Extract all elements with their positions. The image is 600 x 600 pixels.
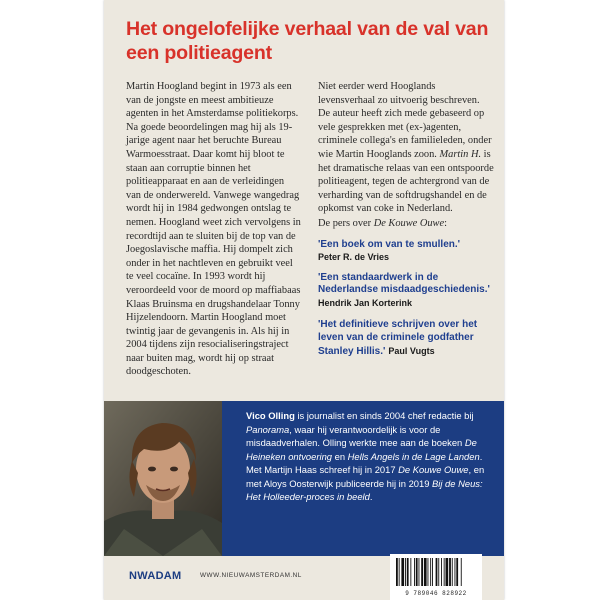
author-bio-text: is journalist en sinds 2004 chef redactie bij [294,410,474,421]
author-bio-text: , en met Aloys Oosterwijk publiceerde hij in 2019 [246,464,485,489]
synopsis-continued [318,80,494,216]
synopsis-column-right [318,80,494,358]
quote-text: 'Een standaardwerk in de Nederlandse misdaadgeschiedenis.' [318,271,490,296]
author-portrait-illustration [104,401,222,556]
author-section [104,401,504,556]
publisher-website: WWW.NIEUWAMSTERDAM.NL [200,572,302,579]
press-colon: : [444,217,447,229]
book-title: Bij de Neus: Het Holleeder-proces in beeld [246,477,483,502]
press-quote [318,272,494,310]
press-quote [318,239,494,264]
synopsis-column-left [126,80,301,379]
publisher-logo: NWADAM [129,570,182,582]
synopsis-text-b: is het dramatische relaas van een ontspoorde politieagent, tegen de achtergrond van de verharding van de softdrugshandel en de opkomst van coke in Nederland. [318,148,494,215]
press-heading [318,217,494,231]
barcode-icon [390,554,482,588]
isbn-number: 9 789046 828922 [405,590,467,597]
author-bio [246,409,498,504]
cover-footer [104,556,504,600]
synopsis-text-a: Niet eerder werd Hooglands levensverhaal zo uitvoerig beschreven. De auteur heeft zich mede gebaseerd op vele gesprekken met (ex-)agenten, criminele collega's en familieleden, onder wie Martin Hooglands zoon. [318,81,492,160]
quote-author: Paul Vugts [388,345,435,356]
cover-title: Het ongelofelijke verhaal van de val van een politieagent [126,18,489,64]
book-back-cover [104,0,504,600]
quote-text: 'Het definitieve schrijven over het leven van de criminele godfather Stanley Hillis.' [318,318,478,357]
quote-text: 'Een boek om van te smullen.' [318,238,461,250]
book-title-martin-h: Martin H. [439,148,482,160]
isbn-barcode [390,554,482,600]
author-bio-text: . Met Martijn Haas schreef hij in 2017 [246,450,483,475]
author-photo [104,401,222,556]
author-name: Vico Olling [246,410,295,421]
book-title: De Heineken ontvoering [246,437,477,462]
author-bio-text: en [332,450,348,462]
magazine-title: Panorama [246,423,290,435]
book-title: Hells Angels in de Lage Landen [347,450,480,462]
press-book-title: De Kouwe Ouwe [373,217,445,229]
quote-author: Peter R. de Vries [318,252,390,263]
author-bio-text: , waar hij verantwoordelijk is voor de misdaadverhalen. Olling werkte mee aan de boeken [246,423,465,448]
author-bio-text: . [369,491,373,502]
press-intro: De pers over [318,217,374,229]
book-title: De Kouwe Ouwe [398,464,469,475]
synopsis-text: Martin Hoogland begint in 1973 als een van de jongste en meest ambitieuze agenten in het Amsterdamse politiekorps. Na goede beoordelingen mag hij als 19-jarige agent naar het beruchte Bureau Warmoesstraat. Daar komt hij bloot te staan aan corruptie binnen het politieapparaat en aan de verleidingen van de onderwereld. Vanwege wangedrag wordt hij in 1984 gedwongen ontslag te nemen. Hoogland weet zich vervolgens in recordtijd aan te sluiten bij de top van de Joegoslavische maffia. Hij dompelt zich onder in het nachtleven en gebruikt veel te veel cocaïne. In 1993 wordt hij veroordeeld voor de moord op maffiabaas Klaas Bruinsma en drugshandelaar Tonny Hijzelendoorn. Martin Hoogland moet twintig jaar de gevangenis in. Als hij in 2004 tijdens zijn resocialiseringstraject naar buiten mag, wordt hij op straat doodgeschoten. [126,81,301,378]
quote-author: Hendrik Jan Korterink [318,297,413,308]
press-quote [318,318,494,359]
